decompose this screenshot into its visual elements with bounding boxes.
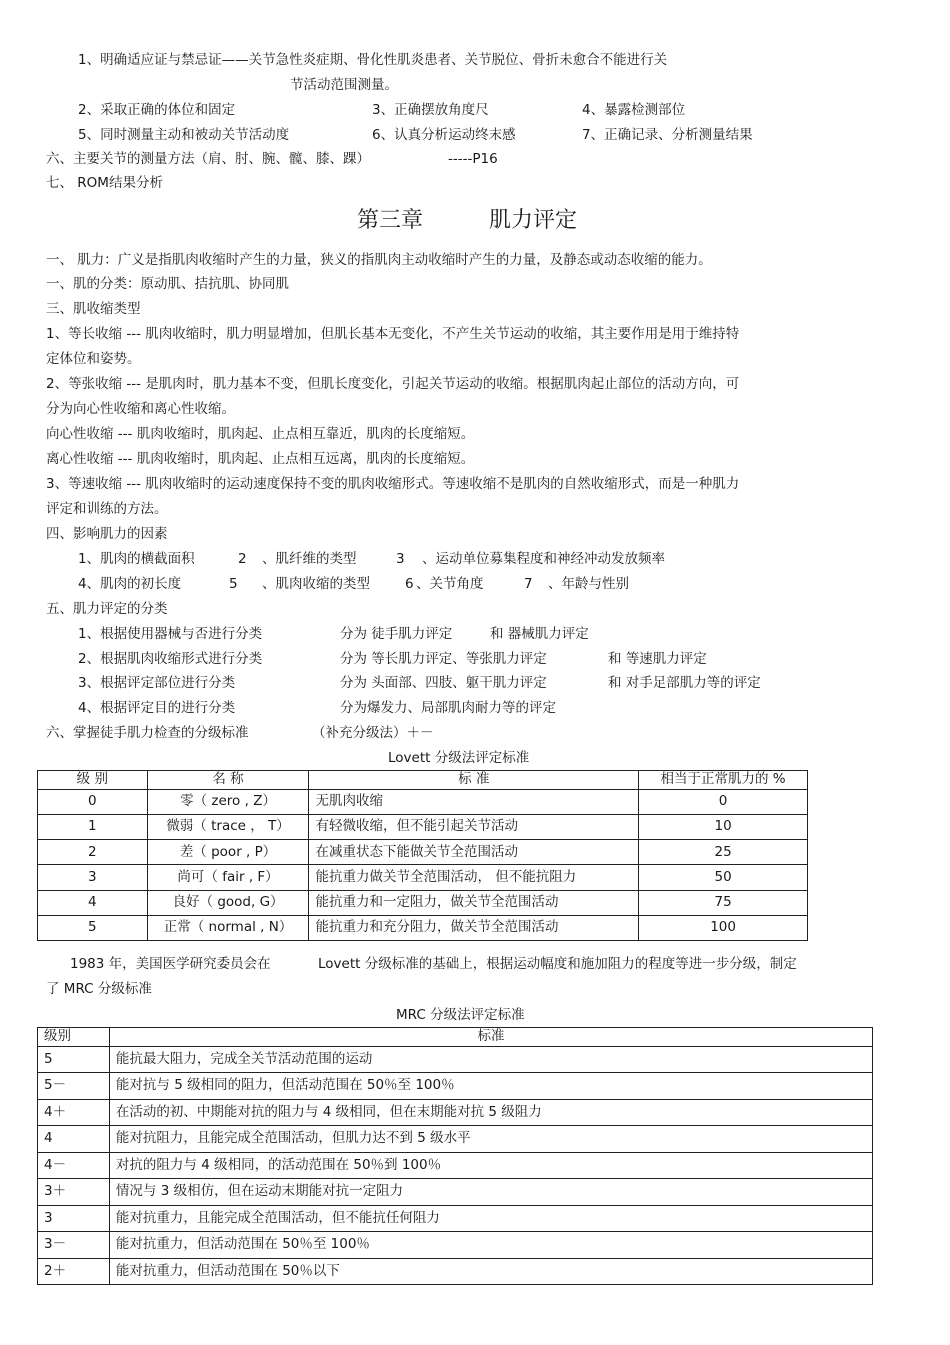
table-header-row bbox=[38, 1028, 873, 1047]
class-2-label: 2、根据肌肉收缩形式进行分类 bbox=[78, 651, 263, 667]
class-3-value: 分为 头面部、四肢、躯干肌力评定 bbox=[340, 675, 547, 691]
grading-heading-note: （补充分级法）＋－ bbox=[312, 725, 434, 741]
class-2-value-b: 和 等速肌力评定 bbox=[608, 651, 707, 667]
factor-2: 、肌纤维的类型 bbox=[262, 551, 357, 567]
contraction-types-heading: 三、肌收缩类型 bbox=[46, 301, 141, 317]
isotonic-paragraph: 2、等张收缩 --- 是肌肉时，肌力基本不变，但肌长度变化，引起关节运动的收缩。根据肌肉起止部位的活动方向，可 bbox=[46, 376, 740, 392]
name-cell: 零（ zero , Z） bbox=[147, 789, 309, 814]
eccentric-paragraph: 离心性收缩 --- 肌肉收缩时，肌肉起、止点相互远离，肌肉的长度缩短。 bbox=[46, 451, 475, 467]
column-header: 级别 bbox=[38, 1028, 110, 1047]
section-7-heading: 七、 ROM结果分析 bbox=[46, 175, 163, 191]
table-row bbox=[38, 1046, 873, 1073]
name-cell: 差（ poor , P） bbox=[147, 840, 309, 865]
criteria-cell: 能对抗重力，且能完成全范围活动，但不能抗任何阻力 bbox=[109, 1205, 872, 1232]
grade-cell: 4＋ bbox=[38, 1099, 110, 1126]
mrc-intro-cont: 了 MRC 分级标准 bbox=[46, 981, 152, 997]
table-row bbox=[38, 1126, 873, 1153]
class-1-value-b: 和 器械肌力评定 bbox=[490, 626, 589, 642]
list-item-6: 6、认真分析运动终末感 bbox=[372, 127, 516, 143]
criteria-cell: 无肌肉收缩 bbox=[309, 789, 639, 814]
column-header: 相当于正常肌力的 % bbox=[639, 771, 808, 790]
chapter-title: 肌力评定 bbox=[489, 208, 578, 233]
table-row bbox=[38, 1099, 873, 1126]
factor-5-num: 5 bbox=[229, 576, 238, 592]
factor-3: 、运动单位募集程度和神经冲动发放频率 bbox=[422, 551, 665, 567]
grade-cell: 4－ bbox=[38, 1152, 110, 1179]
isotonic-paragraph-cont: 分为向心性收缩和离心性收缩。 bbox=[46, 401, 235, 417]
grade-cell: 4 bbox=[38, 1126, 110, 1153]
name-cell: 尚可（ fair , F） bbox=[147, 865, 309, 890]
table-row bbox=[38, 1258, 873, 1285]
table-row bbox=[38, 1232, 873, 1259]
mrc-intro-b: Lovett 分级标准的基础上，根据运动幅度和施加阻力的程度等进一步分级，制定 bbox=[318, 956, 797, 972]
column-header: 名 称 bbox=[147, 771, 309, 790]
class-4-label: 4、根据评定目的进行分类 bbox=[78, 700, 236, 716]
criteria-cell: 能抗重力和充分阻力，做关节全范围活动 bbox=[309, 916, 639, 941]
grade-cell: 2 bbox=[38, 840, 148, 865]
list-item-3: 3、正确摆放角度尺 bbox=[372, 102, 489, 118]
percent-cell: 0 bbox=[639, 789, 808, 814]
criteria-cell: 能抗重力和一定阻力，做关节全范围活动 bbox=[309, 890, 639, 915]
assessment-classification-heading: 五、肌力评定的分类 bbox=[46, 601, 168, 617]
chapter-number: 第三章 bbox=[357, 208, 424, 233]
factor-2-num: 2 bbox=[238, 551, 247, 567]
factor-7-num: 7 bbox=[524, 576, 533, 592]
grade-cell: 3－ bbox=[38, 1232, 110, 1259]
table-row bbox=[38, 1152, 873, 1179]
percent-cell: 100 bbox=[639, 916, 808, 941]
grade-cell: 2＋ bbox=[38, 1258, 110, 1285]
criteria-cell: 在活动的初、中期能对抗的阻力与 4 级相同，但在末期能对抗 5 级阻力 bbox=[109, 1099, 872, 1126]
factor-5: 、肌肉收缩的类型 bbox=[262, 576, 370, 592]
percent-cell: 50 bbox=[639, 865, 808, 890]
criteria-cell: 能对抗阻力，且能完成全范围活动，但肌力达不到 5 级水平 bbox=[109, 1126, 872, 1153]
criteria-cell: 能抗重力做关节全范围活动， 但不能抗阻力 bbox=[309, 865, 639, 890]
mrc-intro: 1983 年，美国医学研究委员会在 bbox=[70, 956, 271, 972]
isometric-paragraph: 1、等长收缩 --- 肌肉收缩时，肌力明显增加，但肌长基本无变化，不产生关节运动的收缩，其主要作用是用于维持特 bbox=[46, 326, 740, 342]
grade-cell: 1 bbox=[38, 814, 148, 839]
grade-cell: 3 bbox=[38, 1205, 110, 1232]
name-cell: 良好（ good, G） bbox=[147, 890, 309, 915]
name-cell: 正常（ normal , N） bbox=[147, 916, 309, 941]
criteria-cell: 在减重状态下能做关节全范围活动 bbox=[309, 840, 639, 865]
grade-cell: 5 bbox=[38, 916, 148, 941]
grade-cell: 4 bbox=[38, 890, 148, 915]
criteria-cell: 能抗最大阻力，完成全关节活动范围的运动 bbox=[109, 1046, 872, 1073]
class-2-value: 分为 等长肌力评定、等张肌力评定 bbox=[340, 651, 547, 667]
criteria-cell: 能对抗与 5 级相同的阻力，但活动范围在 50％至 100％ bbox=[109, 1073, 872, 1100]
column-header: 标 准 bbox=[309, 771, 639, 790]
criteria-cell: 能对抗重力，但活动范围在 50％至 100％ bbox=[109, 1232, 872, 1259]
table-row bbox=[38, 1179, 873, 1206]
table-header-row bbox=[38, 771, 808, 790]
name-cell: 微弱（ trace ， T） bbox=[147, 814, 309, 839]
mrc-table-caption: MRC 分级法评定标准 bbox=[396, 1007, 525, 1023]
class-1-label: 1、根据使用器械与否进行分类 bbox=[78, 626, 263, 642]
lovett-table-caption: Lovett 分级法评定标准 bbox=[388, 750, 530, 766]
grade-cell: 3＋ bbox=[38, 1179, 110, 1206]
column-header: 标准 bbox=[109, 1028, 872, 1047]
class-3-label: 3、根据评定部位进行分类 bbox=[78, 675, 236, 691]
grade-cell: 5－ bbox=[38, 1073, 110, 1100]
mrc-table bbox=[37, 1027, 873, 1285]
isokinetic-paragraph: 3、等速收缩 --- 肌肉收缩时的运动速度保持不变的肌肉收缩形式。等速收缩不是肌肉的自然收缩形式，而是一种肌力 bbox=[46, 476, 740, 492]
class-3-value-b: 和 对手足部肌力等的评定 bbox=[608, 675, 761, 691]
grade-cell: 5 bbox=[38, 1046, 110, 1073]
isokinetic-paragraph-cont: 评定和训练的方法。 bbox=[46, 501, 168, 517]
percent-cell: 25 bbox=[639, 840, 808, 865]
table-row bbox=[38, 890, 808, 915]
table-row bbox=[38, 840, 808, 865]
list-item-1-cont: 节活动范围测量。 bbox=[290, 77, 398, 93]
factor-7: 、年龄与性别 bbox=[548, 576, 629, 592]
column-header: 级 别 bbox=[38, 771, 148, 790]
grade-cell: 0 bbox=[38, 789, 148, 814]
criteria-cell: 情况与 3 级相仿，但在运动末期能对抗一定阻力 bbox=[109, 1179, 872, 1206]
list-item-4: 4、暴露检测部位 bbox=[582, 102, 686, 118]
list-item-5: 5、同时测量主动和被动关节活动度 bbox=[78, 127, 290, 143]
definition-paragraph: 一、 肌力：广义是指肌肉收缩时产生的力量，狭义的指肌肉主动收缩时产生的力量，及静态或动态收缩的能力。 bbox=[46, 252, 712, 268]
table-row bbox=[38, 1073, 873, 1100]
list-item-7: 7、正确记录、分析测量结果 bbox=[582, 127, 753, 143]
factor-4: 4、肌肉的初长度 bbox=[78, 576, 182, 592]
factor-3-num: 3 bbox=[396, 551, 405, 567]
criteria-cell: 对抗的阻力与 4 级相同，的活动范围在 50％到 100％ bbox=[109, 1152, 872, 1179]
table-row bbox=[38, 789, 808, 814]
table-row bbox=[38, 1205, 873, 1232]
percent-cell: 75 bbox=[639, 890, 808, 915]
concentric-paragraph: 向心性收缩 --- 肌肉收缩时，肌肉起、止点相互靠近，肌肉的长度缩短。 bbox=[46, 426, 475, 442]
list-item-2: 2、采取正确的体位和固定 bbox=[78, 102, 236, 118]
page-reference: -----P16 bbox=[448, 151, 498, 167]
criteria-cell: 有轻微收缩，但不能引起关节活动 bbox=[309, 814, 639, 839]
list-item-1: 1、明确适应证与禁忌证——关节急性炎症期、骨化性肌炎患者、关节脱位、骨折未愈合不能进行关 bbox=[78, 52, 668, 68]
percent-cell: 10 bbox=[639, 814, 808, 839]
table-row bbox=[38, 814, 808, 839]
factors-heading: 四、影响肌力的因素 bbox=[46, 526, 168, 542]
criteria-cell: 能对抗重力，但活动范围在 50％以下 bbox=[109, 1258, 872, 1285]
factor-1: 1、肌肉的横截面积 bbox=[78, 551, 195, 567]
grading-heading: 六、掌握徒手肌力检查的分级标准 bbox=[46, 725, 249, 741]
class-4-value: 分为爆发力、局部肌肉耐力等的评定 bbox=[340, 700, 556, 716]
class-1-value: 分为 徒手肌力评定 bbox=[340, 626, 453, 642]
factor-6-num: 6 bbox=[405, 576, 414, 592]
table-row bbox=[38, 916, 808, 941]
table-row bbox=[38, 865, 808, 890]
isometric-paragraph-cont: 定体位和姿势。 bbox=[46, 351, 141, 367]
lovett-table bbox=[37, 770, 808, 941]
muscle-classification: 一、肌的分类：原动肌、拮抗肌、协同肌 bbox=[46, 276, 289, 292]
section-6-heading: 六、主要关节的测量方法（肩、肘、腕、髋、膝、踝） bbox=[46, 151, 370, 167]
grade-cell: 3 bbox=[38, 865, 148, 890]
factor-6: 、关节角度 bbox=[416, 576, 484, 592]
